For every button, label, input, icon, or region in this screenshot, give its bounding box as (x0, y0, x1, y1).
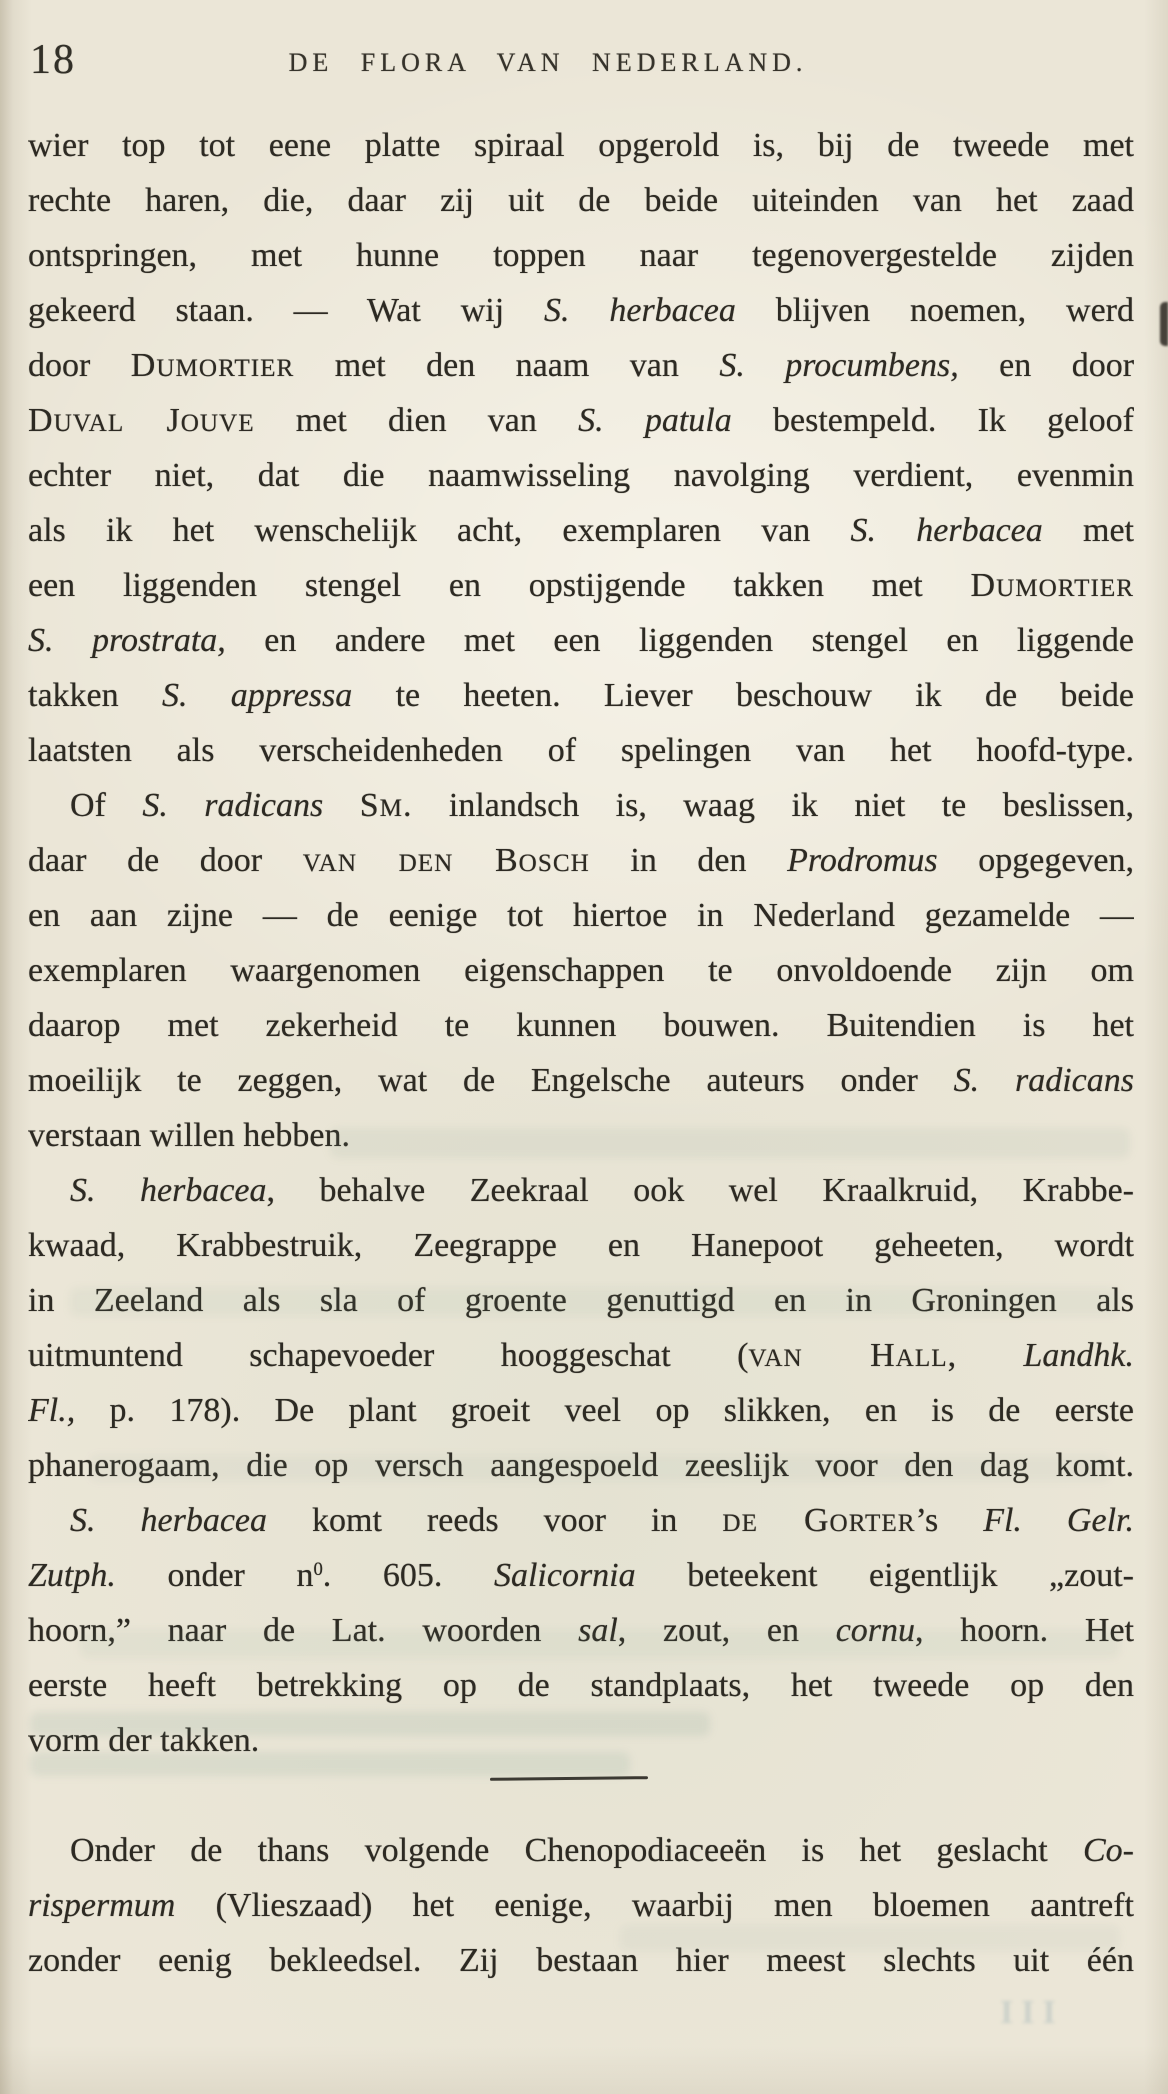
text-line: Onder de thans volgende Chenopodiaceeën is het geslacht Co- (70, 1832, 1134, 1869)
text-line: echter niet, dat die naamwisseling navolging verdient, evenmin (28, 457, 1134, 494)
body-text (28, 118, 1134, 1988)
text-line: S. herbacea komt reeds voor in DE GORTER’s Fl. Gelr. (70, 1502, 1134, 1539)
text-line: door DUMORTIER met den naam van S. procumbens, en door (28, 347, 1134, 384)
section-divider-rule (490, 1776, 648, 1781)
text-line: eerste heeft betrekking op de standplaats, het tweede op den (28, 1667, 1134, 1704)
page-number: 18 (30, 37, 76, 83)
text-line: verstaan willen hebben. (28, 1117, 350, 1154)
text-line: wier top tot eene platte spiraal opgerold is, bij de tweede met (28, 127, 1134, 164)
text-line: zonder eenig bekleedsel. Zij bestaan hier meest slechts uit één (28, 1942, 1134, 1979)
showthrough-numeral: III (1000, 1994, 1064, 2031)
text-line: ontspringen, met hunne toppen naar tegenovergestelde zijden (28, 237, 1134, 274)
text-line: Of S. radicans SM. inlandsch is, waag ik niet te beslissen, (70, 787, 1134, 824)
text-line: moeilijk te zeggen, wat de Engelsche auteurs onder S. radicans (28, 1062, 1134, 1099)
text-line: als ik het wenschelijk acht, exemplaren van S. herbacea met (28, 512, 1134, 549)
scan-edge-mark (1160, 302, 1168, 346)
text-line: daar de door VAN DEN BOSCH in den Prodromus opgegeven, (28, 842, 1134, 879)
text-line: gekeerd staan. — Wat wij S. herbacea blijven noemen, werd (28, 292, 1134, 329)
text-line: een liggenden stengel en opstijgende takken met DUMORTIER (28, 567, 1134, 604)
text-line: kwaad, Krabbestruik, Zeegrappe en Hanepoot geheeten, wordt (28, 1227, 1134, 1264)
text-line: S. herbacea, behalve Zeekraal ook wel Kraalkruid, Krabbe- (70, 1172, 1134, 1209)
text-line: DUVAL JOUVE met dien van S. patula bestempeld. Ik geloof (28, 402, 1134, 439)
showthrough-band (620, 1925, 1120, 1951)
text-line: hoorn,” naar de Lat. woorden sal, zout, en cornu, hoorn. Het (28, 1612, 1134, 1649)
text-line: exemplaren waargenomen eigenschappen te onvoldoende zijn om (28, 952, 1134, 989)
text-line: in Zeeland als sla of groente genuttigd en in Groningen als (28, 1282, 1134, 1319)
text-line: rechte haren, die, daar zij uit de beide uiteinden van het zaad (28, 182, 1134, 219)
section-divider (28, 1768, 1134, 1823)
text-line: uitmuntend schapevoeder hooggeschat (VAN HALL, Landhk. (28, 1337, 1134, 1374)
text-line: en aan zijne — de eenige tot hiertoe in Nederland gezamelde — (28, 897, 1134, 934)
text-line: S. prostrata, en andere met een liggenden stengel en liggende (28, 622, 1134, 659)
text-line: Zutph. onder $n^0$. 605. Salicornia beteekent eigentlijk „zout- (28, 1557, 1134, 1594)
showthrough-band (70, 1288, 1120, 1316)
showthrough-band (30, 1752, 630, 1776)
showthrough-band (330, 1128, 1130, 1158)
showthrough-band (30, 1712, 710, 1736)
text-line: laatsten als verscheidenheden of spelingen van het hoofd-type. (28, 732, 1134, 769)
running-title: DE FLORA VAN NEDERLAND. (288, 48, 808, 77)
text-line: takken S. appressa te heeten. Liever beschouw ik de beide (28, 677, 1134, 714)
showthrough-band (80, 1630, 1120, 1658)
text-line: phanerogaam, die op versch aangespoeld zeeslijk voor den dag komt. (28, 1447, 1134, 1484)
showthrough-band (90, 1455, 1110, 1481)
text-line: daarop met zekerheid te kunnen bouwen. Buitendien is het (28, 1007, 1134, 1044)
text-line: Fl., p. 178). De plant groeit veel op slikken, en is de eerste (28, 1392, 1134, 1429)
text-line: rispermum (Vlieszaad) het eenige, waarbij men bloemen aantreft (28, 1887, 1134, 1924)
text-line: vorm der takken. (28, 1722, 260, 1759)
